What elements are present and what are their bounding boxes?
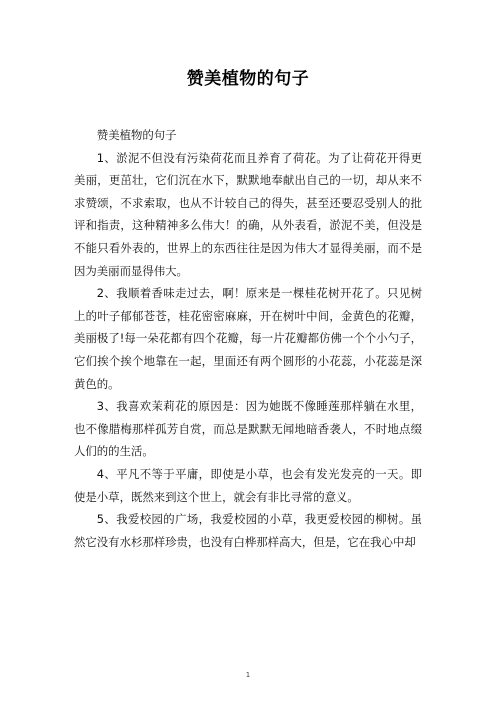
paragraph: 2、我顺着香味走过去，啊！原来是一棵桂花树开花了。只见树上的叶子郁郁苍苍，桂花密密麻麻，开在树叶中间，金黄色的花瓣，美丽极了!每一朵花都有四个花瓣，每一片花瓣都仿佛一个个小勺子，它们挨个挨个地靠在一起，里面还有两个圆形的小花蕊，小花蕊是深黄色的。	[74, 286, 422, 391]
paragraph: 5、我爱校园的广场，我爱校园的小草，我更爱校园的柳树。虽然它没有水杉那样珍贵，也没有白桦那样高大，但是，它在我心中却	[74, 512, 422, 549]
page-number: 1	[245, 671, 251, 679]
paragraph: 3、我喜欢茉莉花的原因是：因为她既不像睡莲那样躺在水里，也不像腊梅那样孤芳自赏，而总是默默无闻地暗香袭人，不时地点缀人们的的生活。	[74, 399, 422, 459]
paragraph: 4、平凡不等于平庸，即使是小草，也会有发光发亮的一天。即使是小草，既然来到这个世上，就会有非比寻常的意义。	[74, 466, 422, 504]
paragraph: 1、淤泥不但没有污染荷花而且养育了荷花。为了让荷花开得更美丽，更茁壮，它们沉在水下，默默地奉献出自己的一切，却从来不求赞颂，不求索取，也从不计较自己的得失，甚至还要忍受别人的批评和指责，这种精神多么伟大！的确，从外表看，淤泥不美，但没是不能只看外表的，世界上的东西往往是因为伟大才显得美丽，而不是因为美丽而显得伟大。	[74, 150, 422, 278]
document-title: 赞美植物的句子	[186, 69, 310, 89]
document-body	[74, 124, 422, 553]
subtitle-line: 赞美植物的句子	[96, 128, 177, 142]
